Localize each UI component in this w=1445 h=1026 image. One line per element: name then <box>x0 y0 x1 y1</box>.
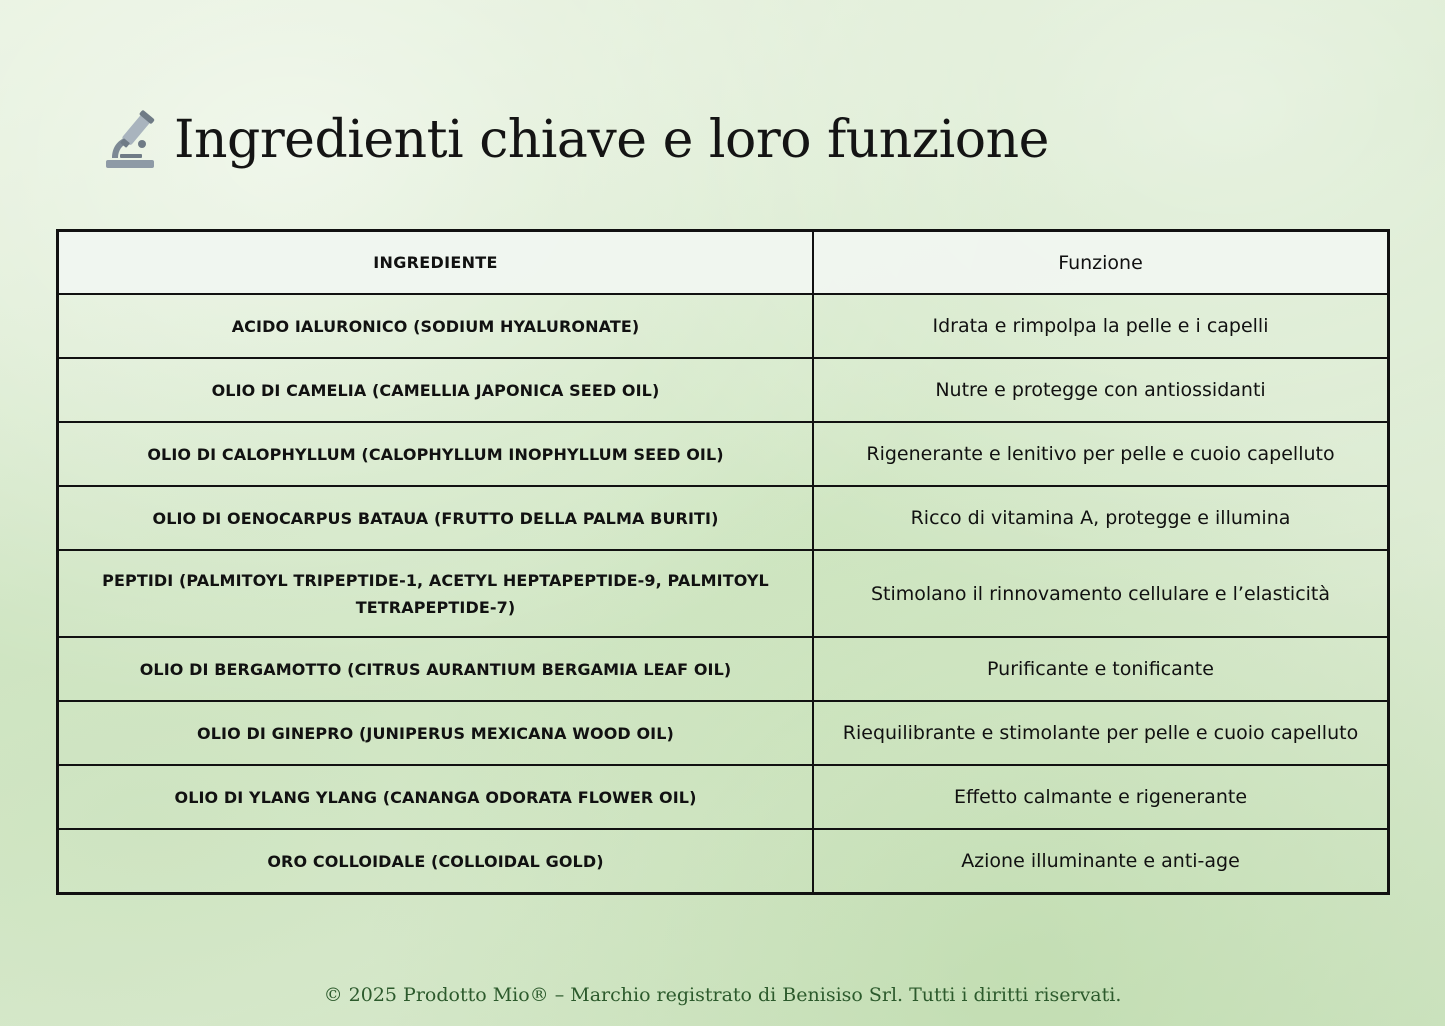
ingredient-cell: OLIO DI BERGAMOTTO (CITRUS AURANTIUM BERGAMIA LEAF OIL) <box>58 637 814 701</box>
function-cell: Stimolano il rinnovamento cellulare e l’elasticità <box>813 550 1389 637</box>
function-cell: Azione illuminante e anti-age <box>813 829 1389 894</box>
ingredient-cell: OLIO DI CAMELIA (CAMELLIA JAPONICA SEED OIL) <box>58 358 814 422</box>
table-row <box>58 294 1389 358</box>
ingredient-cell: PEPTIDI (PALMITOYL TRIPEPTIDE-1, ACETYL HEPTAPEPTIDE-9, PALMITOYL TETRAPEPTIDE-7) <box>58 550 814 637</box>
ingredient-cell: OLIO DI CALOPHYLLUM (CALOPHYLLUM INOPHYLLUM SEED OIL) <box>58 422 814 486</box>
table-row <box>58 765 1389 829</box>
table-row <box>58 829 1389 894</box>
ingredient-cell: OLIO DI GINEPRO (JUNIPERUS MEXICANA WOOD OIL) <box>58 701 814 765</box>
ingredient-cell: ORO COLLOIDALE (COLLOIDAL GOLD) <box>58 829 814 894</box>
ingredient-cell: OLIO DI YLANG YLANG (CANANGA ODORATA FLOWER OIL) <box>58 765 814 829</box>
function-cell: Nutre e protegge con antiossidanti <box>813 358 1389 422</box>
copyright-footer: © 2025 Prodotto Mio® – Marchio registrato di Benisiso Srl. Tutti i diritti riservati. <box>323 984 1122 1006</box>
function-cell: Idrata e rimpolpa la pelle e i capelli <box>813 294 1389 358</box>
microscope-icon <box>104 110 158 170</box>
table-row <box>58 422 1389 486</box>
table-row <box>58 637 1389 701</box>
ingredient-cell: ACIDO IALURONICO (SODIUM HYALURONATE) <box>58 294 814 358</box>
table-row <box>58 550 1389 637</box>
table-row <box>58 701 1389 765</box>
function-cell: Ricco di vitamina A, protegge e illumina <box>813 486 1389 550</box>
function-cell: Rigenerante e lenitivo per pelle e cuoio capelluto <box>813 422 1389 486</box>
table-header-row <box>58 231 1389 295</box>
function-cell: Riequilibrante e stimolante per pelle e cuoio capelluto <box>813 701 1389 765</box>
table-row <box>58 358 1389 422</box>
ingredients-table <box>56 229 1390 895</box>
page-title: Ingredienti chiave e loro funzione <box>174 110 1049 170</box>
column-header-ingredient: INGREDIENTE <box>58 231 814 295</box>
page-header <box>104 104 1049 176</box>
column-header-function: Funzione <box>813 231 1389 295</box>
ingredient-cell: OLIO DI OENOCARPUS BATAUA (FRUTTO DELLA PALMA BURITI) <box>58 486 814 550</box>
table-row <box>58 486 1389 550</box>
function-cell: Effetto calmante e rigenerante <box>813 765 1389 829</box>
function-cell: Purificante e tonificante <box>813 637 1389 701</box>
